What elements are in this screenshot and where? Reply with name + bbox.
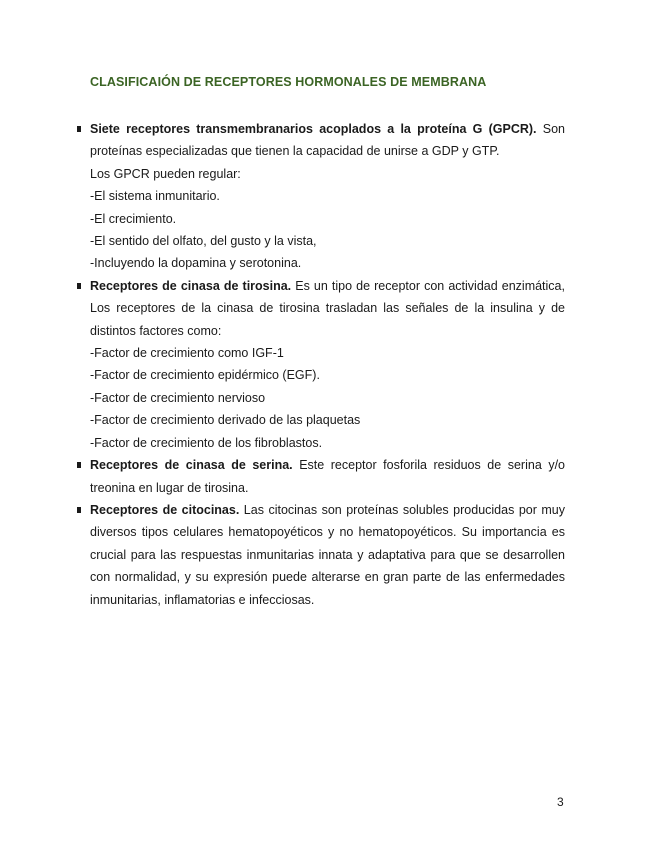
list-item-text: inmunitarias, inflamatorias e infecciosas.: [90, 592, 315, 607]
list-item-text: Es un tipo de receptor con actividad enzimática,: [291, 278, 565, 293]
list-item-heading: Receptores de citocinas.: [90, 502, 240, 517]
bullet-icon: [77, 126, 81, 132]
list-item-text: distintos factores como:: [90, 323, 222, 338]
list-item-text: treonina en lugar de tirosina.: [90, 480, 249, 495]
list-item-serine-kinase: [78, 454, 565, 499]
list-item-text: Este receptor fosforila residuos de serina y/o: [292, 458, 565, 473]
list-item-first-line: [90, 275, 565, 297]
list-item-gpcr: [78, 118, 565, 275]
list-item-text: Son: [536, 122, 565, 136]
list-item-cytokine: [78, 499, 565, 611]
list-item-text: -El crecimiento.: [90, 211, 177, 226]
list-item-text: -Factor de crecimiento derivado de las plaquetas: [90, 413, 361, 428]
list-item-heading: Siete receptores transmembranarios acoplados a la proteína G (GPCR).: [90, 122, 537, 136]
list-item-tyrosine-kinase: [78, 275, 565, 454]
list-item-text: crucial para las respuestas inmunitarias innata y adaptativa para que se desarrollen: [90, 547, 565, 562]
list-item-text: -Incluyendo la dopamina y serotonina.: [90, 256, 302, 271]
list-item-text: -El sentido del olfato, del gusto y la vista,: [90, 234, 317, 249]
list-item-text: -Factor de crecimiento nervioso: [90, 390, 266, 405]
document-title: CLASIFICAIÓN DE RECEPTORES HORMONALES DE MEMBRANA: [90, 75, 487, 89]
bullet-icon: [77, 283, 81, 289]
list-item-text: -Factor de crecimiento epidérmico (EGF).: [90, 368, 320, 383]
list-item-first-line: [90, 454, 565, 476]
list-item-text: Los receptores de la cinasa de tirosina trasladan las señales de la insulina y de: [90, 301, 565, 316]
list-item-text: -Factor de crecimiento como IGF-1: [90, 346, 284, 361]
list-item-text: diversos tipos celulares hematopoyéticos y no hematopoyéticos. Su importancia es: [90, 525, 565, 540]
page-number: 3: [557, 795, 564, 809]
list-item-text: Los GPCR pueden regular:: [90, 166, 241, 181]
list-item-text: -Factor de crecimiento de los fibroblastos.: [90, 435, 323, 450]
list-item-text: proteínas especializadas que tienen la capacidad de unirse a GDP y GTP.: [90, 144, 500, 159]
receptor-list: [78, 118, 565, 611]
bullet-icon: [77, 462, 81, 468]
bullet-icon: [77, 507, 81, 513]
list-item-text: Las citocinas son proteínas solubles producidas por muy: [239, 502, 565, 517]
list-item-first-line: [90, 118, 565, 140]
list-item-text: con normalidad, y su expresión puede alterarse en gran parte de las enfermedades: [90, 570, 565, 585]
list-item-heading: Receptores de cinasa de serina.: [90, 458, 293, 473]
list-item-first-line: [90, 499, 565, 521]
list-item-heading: Receptores de cinasa de tirosina.: [90, 278, 292, 293]
list-item-text: -El sistema inmunitario.: [90, 189, 220, 204]
